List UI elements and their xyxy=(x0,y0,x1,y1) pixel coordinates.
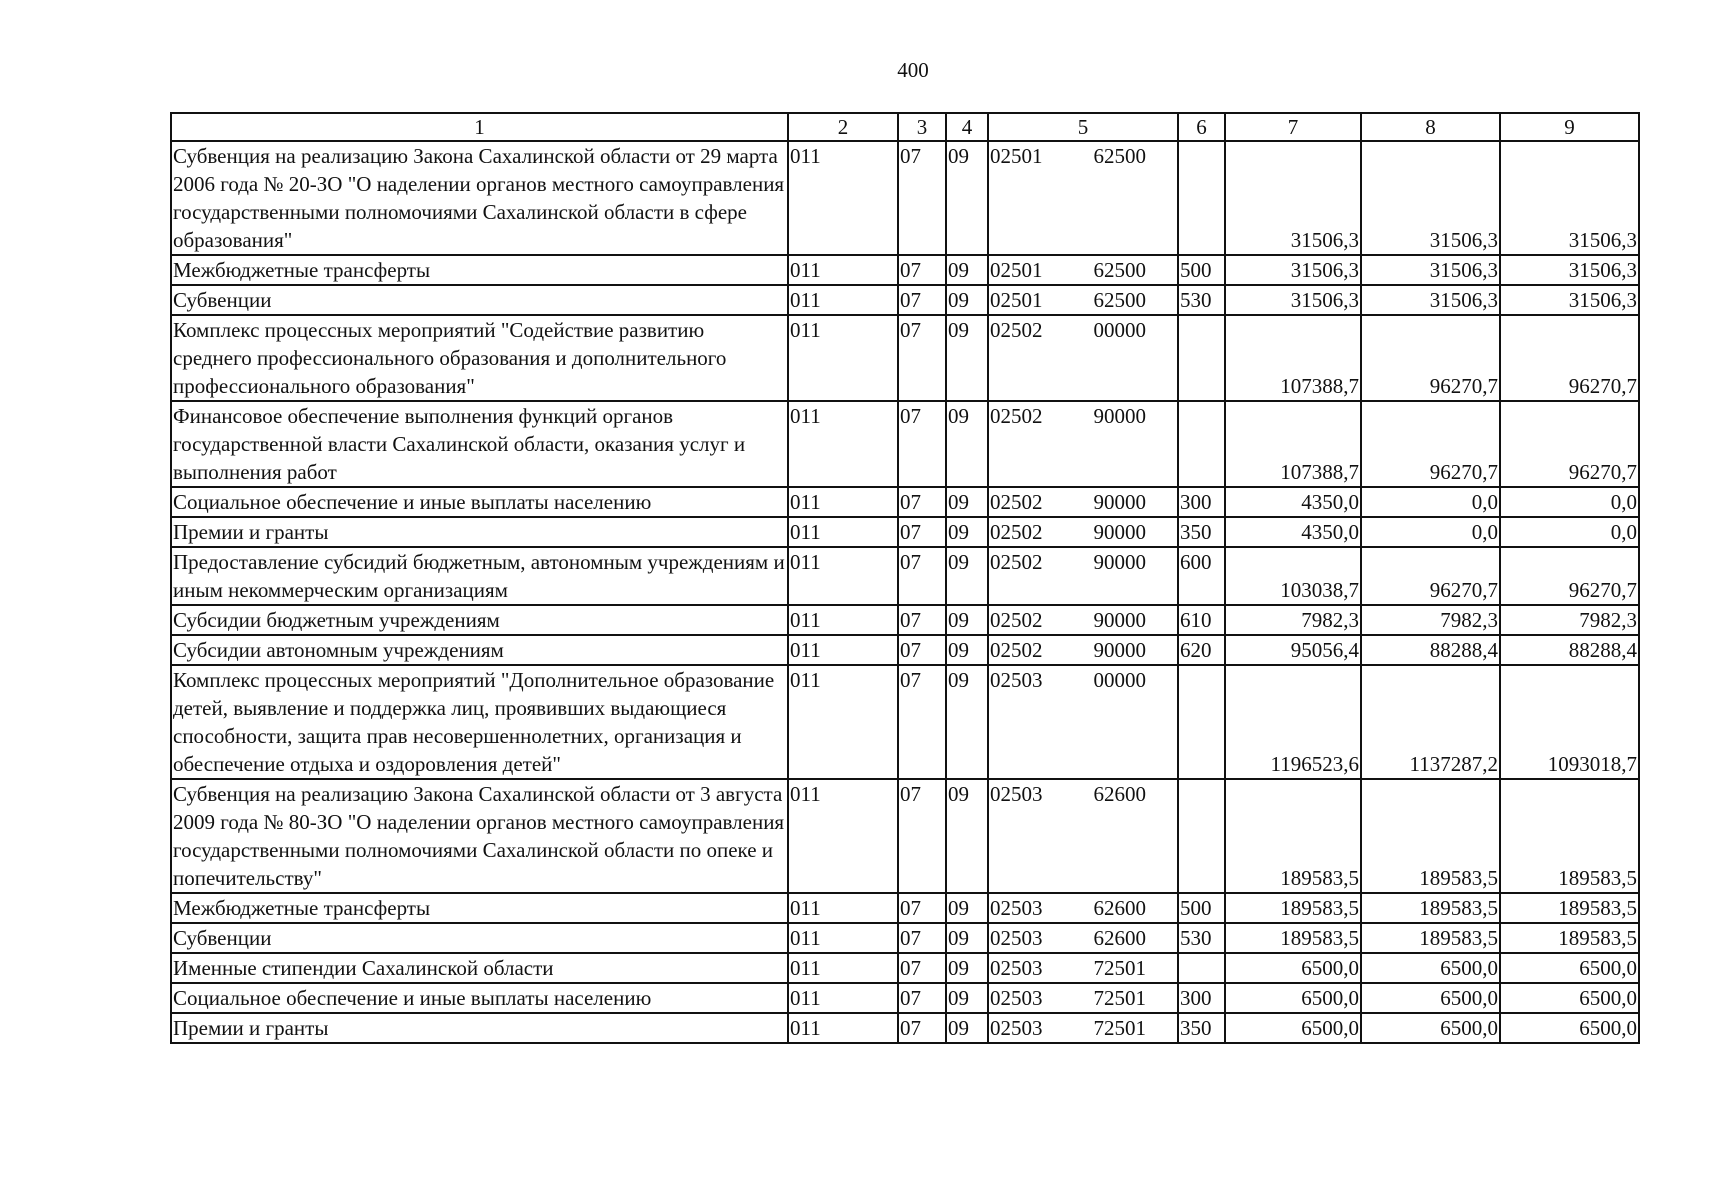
target-article-program: 02502 xyxy=(990,638,1043,662)
section-code: 07 xyxy=(898,255,946,285)
budget-table xyxy=(170,112,1640,1044)
amount-year-1: 107388,7 xyxy=(1225,401,1361,487)
row-name: Субвенции xyxy=(171,923,788,953)
expense-type-code: 500 xyxy=(1178,255,1225,285)
target-article-code xyxy=(988,605,1178,635)
target-article-direction: 90000 xyxy=(1093,608,1146,632)
target-article-program: 02503 xyxy=(990,926,1043,950)
target-article-code xyxy=(988,983,1178,1013)
table-row xyxy=(171,141,1639,255)
amount-year-1: 95056,4 xyxy=(1225,635,1361,665)
row-name: Межбюджетные трансферты xyxy=(171,255,788,285)
admin-code: 011 xyxy=(788,487,898,517)
subsection-code: 09 xyxy=(946,141,988,255)
subsection-code: 09 xyxy=(946,487,988,517)
subsection-code: 09 xyxy=(946,1013,988,1043)
admin-code: 011 xyxy=(788,983,898,1013)
amount-year-1: 4350,0 xyxy=(1225,487,1361,517)
target-article-code xyxy=(988,401,1178,487)
subsection-code: 09 xyxy=(946,255,988,285)
target-article-direction: 72501 xyxy=(1093,956,1146,980)
section-code: 07 xyxy=(898,1013,946,1043)
subsection-code: 09 xyxy=(946,635,988,665)
admin-code: 011 xyxy=(788,315,898,401)
target-article-code xyxy=(988,547,1178,605)
target-article-code xyxy=(988,953,1178,983)
expense-type-code xyxy=(1178,401,1225,487)
expense-type-code xyxy=(1178,779,1225,893)
section-code: 07 xyxy=(898,635,946,665)
amount-year-3: 7982,3 xyxy=(1500,605,1639,635)
admin-code: 011 xyxy=(788,779,898,893)
amount-year-3: 6500,0 xyxy=(1500,953,1639,983)
column-header: 4 xyxy=(946,113,988,141)
section-code: 07 xyxy=(898,141,946,255)
table-row xyxy=(171,487,1639,517)
page-number: 400 xyxy=(897,58,929,82)
amount-year-3: 1093018,7 xyxy=(1500,665,1639,779)
table-row xyxy=(171,893,1639,923)
target-article-program: 02502 xyxy=(990,608,1043,632)
amount-year-2: 189583,5 xyxy=(1361,923,1500,953)
row-name: Социальное обеспечение и иные выплаты населению xyxy=(171,487,788,517)
amount-year-2: 189583,5 xyxy=(1361,893,1500,923)
target-article-program: 02503 xyxy=(990,986,1043,1010)
target-article-direction: 72501 xyxy=(1093,986,1146,1010)
target-article-code xyxy=(988,635,1178,665)
subsection-code: 09 xyxy=(946,953,988,983)
column-header: 9 xyxy=(1500,113,1639,141)
section-code: 07 xyxy=(898,665,946,779)
target-article-program: 02502 xyxy=(990,520,1043,544)
subsection-code: 09 xyxy=(946,665,988,779)
amount-year-3: 96270,7 xyxy=(1500,547,1639,605)
row-name: Субсидии бюджетным учреждениям xyxy=(171,605,788,635)
target-article-code xyxy=(988,487,1178,517)
table-row xyxy=(171,401,1639,487)
target-article-program: 02502 xyxy=(990,550,1043,574)
column-header: 7 xyxy=(1225,113,1361,141)
amount-year-3: 96270,7 xyxy=(1500,401,1639,487)
target-article-code xyxy=(988,893,1178,923)
expense-type-code: 350 xyxy=(1178,517,1225,547)
column-header: 1 xyxy=(171,113,788,141)
amount-year-2: 1137287,2 xyxy=(1361,665,1500,779)
expense-type-code: 300 xyxy=(1178,983,1225,1013)
amount-year-2: 31506,3 xyxy=(1361,255,1500,285)
amount-year-1: 7982,3 xyxy=(1225,605,1361,635)
admin-code: 011 xyxy=(788,517,898,547)
row-name: Субвенция на реализацию Закона Сахалинской области от 29 марта 2006 года № 20-ЗО "О наделении органов местного самоуправления государственными полномочиями Сахалинской области в сфере образования" xyxy=(171,141,788,255)
amount-year-3: 96270,7 xyxy=(1500,315,1639,401)
amount-year-1: 1196523,6 xyxy=(1225,665,1361,779)
target-article-program: 02503 xyxy=(990,896,1043,920)
row-name: Финансовое обеспечение выполнения функций органов государственной власти Сахалинской области, оказания услуг и выполнения работ xyxy=(171,401,788,487)
target-article-direction: 62600 xyxy=(1093,896,1146,920)
subsection-code: 09 xyxy=(946,923,988,953)
amount-year-1: 6500,0 xyxy=(1225,1013,1361,1043)
admin-code: 011 xyxy=(788,635,898,665)
target-article-code xyxy=(988,923,1178,953)
amount-year-3: 189583,5 xyxy=(1500,923,1639,953)
column-header: 5 xyxy=(988,113,1178,141)
table-row xyxy=(171,517,1639,547)
target-article-code xyxy=(988,665,1178,779)
section-code: 07 xyxy=(898,517,946,547)
section-code: 07 xyxy=(898,893,946,923)
amount-year-3: 189583,5 xyxy=(1500,779,1639,893)
amount-year-2: 6500,0 xyxy=(1361,953,1500,983)
section-code: 07 xyxy=(898,923,946,953)
expense-type-code: 530 xyxy=(1178,923,1225,953)
target-article-direction: 62500 xyxy=(1093,258,1146,282)
target-article-program: 02502 xyxy=(990,404,1043,428)
subsection-code: 09 xyxy=(946,779,988,893)
row-name: Субсидии автономным учреждениям xyxy=(171,635,788,665)
target-article-program: 02503 xyxy=(990,668,1043,692)
target-article-direction: 62500 xyxy=(1093,144,1146,168)
expense-type-code: 620 xyxy=(1178,635,1225,665)
target-article-direction: 62500 xyxy=(1093,288,1146,312)
target-article-program: 02501 xyxy=(990,144,1043,168)
amount-year-2: 31506,3 xyxy=(1361,285,1500,315)
expense-type-code: 530 xyxy=(1178,285,1225,315)
target-article-program: 02503 xyxy=(990,956,1043,980)
section-code: 07 xyxy=(898,953,946,983)
subsection-code: 09 xyxy=(946,517,988,547)
amount-year-1: 189583,5 xyxy=(1225,893,1361,923)
section-code: 07 xyxy=(898,983,946,1013)
amount-year-3: 31506,3 xyxy=(1500,285,1639,315)
admin-code: 011 xyxy=(788,953,898,983)
expense-type-code xyxy=(1178,315,1225,401)
row-name: Социальное обеспечение и иные выплаты населению xyxy=(171,983,788,1013)
amount-year-1: 189583,5 xyxy=(1225,779,1361,893)
target-article-direction: 90000 xyxy=(1093,404,1146,428)
target-article-code xyxy=(988,1013,1178,1043)
row-name: Комплекс процессных мероприятий "Дополнительное образование детей, выявление и поддержка лиц, проявивших выдающиеся способности, защита прав несовершеннолетних, организация и обеспечение отдыха и оздоровления детей" xyxy=(171,665,788,779)
target-article-program: 02503 xyxy=(990,1016,1043,1040)
amount-year-3: 189583,5 xyxy=(1500,893,1639,923)
section-code: 07 xyxy=(898,285,946,315)
section-code: 07 xyxy=(898,547,946,605)
amount-year-1: 6500,0 xyxy=(1225,983,1361,1013)
column-header: 2 xyxy=(788,113,898,141)
subsection-code: 09 xyxy=(946,605,988,635)
expense-type-code xyxy=(1178,665,1225,779)
amount-year-2: 96270,7 xyxy=(1361,401,1500,487)
amount-year-2: 7982,3 xyxy=(1361,605,1500,635)
target-article-code xyxy=(988,285,1178,315)
subsection-code: 09 xyxy=(946,285,988,315)
target-article-direction: 90000 xyxy=(1093,638,1146,662)
column-header: 6 xyxy=(1178,113,1225,141)
table-row xyxy=(171,983,1639,1013)
expense-type-code: 500 xyxy=(1178,893,1225,923)
amount-year-2: 6500,0 xyxy=(1361,1013,1500,1043)
amount-year-1: 4350,0 xyxy=(1225,517,1361,547)
amount-year-3: 31506,3 xyxy=(1500,141,1639,255)
table-row xyxy=(171,605,1639,635)
table-row xyxy=(171,255,1639,285)
amount-year-3: 31506,3 xyxy=(1500,255,1639,285)
amount-year-2: 31506,3 xyxy=(1361,141,1500,255)
target-article-direction: 90000 xyxy=(1093,490,1146,514)
amount-year-1: 31506,3 xyxy=(1225,141,1361,255)
amount-year-1: 31506,3 xyxy=(1225,285,1361,315)
row-name: Премии и гранты xyxy=(171,517,788,547)
target-article-direction: 90000 xyxy=(1093,520,1146,544)
table-row xyxy=(171,285,1639,315)
subsection-code: 09 xyxy=(946,983,988,1013)
amount-year-1: 103038,7 xyxy=(1225,547,1361,605)
admin-code: 011 xyxy=(788,255,898,285)
target-article-direction: 72501 xyxy=(1093,1016,1146,1040)
target-article-code xyxy=(988,517,1178,547)
row-name: Субвенции xyxy=(171,285,788,315)
admin-code: 011 xyxy=(788,285,898,315)
target-article-direction: 00000 xyxy=(1093,318,1146,342)
amount-year-3: 0,0 xyxy=(1500,517,1639,547)
subsection-code: 09 xyxy=(946,547,988,605)
target-article-code xyxy=(988,315,1178,401)
table-row xyxy=(171,665,1639,779)
target-article-program: 02503 xyxy=(990,782,1043,806)
target-article-program: 02502 xyxy=(990,490,1043,514)
target-article-code xyxy=(988,141,1178,255)
target-article-program: 02501 xyxy=(990,258,1043,282)
amount-year-1: 6500,0 xyxy=(1225,953,1361,983)
subsection-code: 09 xyxy=(946,401,988,487)
expense-type-code xyxy=(1178,141,1225,255)
amount-year-3: 6500,0 xyxy=(1500,1013,1639,1043)
expense-type-code: 350 xyxy=(1178,1013,1225,1043)
target-article-direction: 00000 xyxy=(1093,668,1146,692)
admin-code: 011 xyxy=(788,605,898,635)
amount-year-1: 31506,3 xyxy=(1225,255,1361,285)
table-row xyxy=(171,635,1639,665)
expense-type-code xyxy=(1178,953,1225,983)
amount-year-2: 6500,0 xyxy=(1361,983,1500,1013)
row-name: Субвенция на реализацию Закона Сахалинской области от 3 августа 2009 года № 80-ЗО "О наделении органов местного самоуправления государственными полномочиями Сахалинской области по опеке и попечительству" xyxy=(171,779,788,893)
section-code: 07 xyxy=(898,779,946,893)
subsection-code: 09 xyxy=(946,315,988,401)
admin-code: 011 xyxy=(788,665,898,779)
amount-year-2: 189583,5 xyxy=(1361,779,1500,893)
target-article-direction: 62600 xyxy=(1093,926,1146,950)
admin-code: 011 xyxy=(788,1013,898,1043)
subsection-code: 09 xyxy=(946,893,988,923)
section-code: 07 xyxy=(898,315,946,401)
admin-code: 011 xyxy=(788,893,898,923)
row-name: Комплекс процессных мероприятий "Содействие развитию среднего профессионального образования и дополнительного профессионального образования" xyxy=(171,315,788,401)
row-name: Предоставление субсидий бюджетным, автономным учреждениям и иным некоммерческим организациям xyxy=(171,547,788,605)
row-name: Именные стипендии Сахалинской области xyxy=(171,953,788,983)
row-name: Межбюджетные трансферты xyxy=(171,893,788,923)
table-row xyxy=(171,315,1639,401)
admin-code: 011 xyxy=(788,547,898,605)
amount-year-2: 0,0 xyxy=(1361,487,1500,517)
target-article-code xyxy=(988,779,1178,893)
target-article-direction: 90000 xyxy=(1093,550,1146,574)
admin-code: 011 xyxy=(788,141,898,255)
amount-year-2: 88288,4 xyxy=(1361,635,1500,665)
amount-year-2: 96270,7 xyxy=(1361,547,1500,605)
column-header: 8 xyxy=(1361,113,1500,141)
section-code: 07 xyxy=(898,605,946,635)
amount-year-3: 88288,4 xyxy=(1500,635,1639,665)
target-article-direction: 62600 xyxy=(1093,782,1146,806)
target-article-code xyxy=(988,255,1178,285)
row-name: Премии и гранты xyxy=(171,1013,788,1043)
column-header: 3 xyxy=(898,113,946,141)
admin-code: 011 xyxy=(788,401,898,487)
amount-year-1: 107388,7 xyxy=(1225,315,1361,401)
amount-year-2: 0,0 xyxy=(1361,517,1500,547)
expense-type-code: 600 xyxy=(1178,547,1225,605)
table-row xyxy=(171,779,1639,893)
amount-year-2: 96270,7 xyxy=(1361,315,1500,401)
column-number-row xyxy=(171,113,1639,141)
table-row xyxy=(171,547,1639,605)
amount-year-3: 0,0 xyxy=(1500,487,1639,517)
expense-type-code: 300 xyxy=(1178,487,1225,517)
expense-type-code: 610 xyxy=(1178,605,1225,635)
target-article-program: 02501 xyxy=(990,288,1043,312)
table-row xyxy=(171,953,1639,983)
amount-year-3: 6500,0 xyxy=(1500,983,1639,1013)
target-article-program: 02502 xyxy=(990,318,1043,342)
table-row xyxy=(171,923,1639,953)
section-code: 07 xyxy=(898,487,946,517)
section-code: 07 xyxy=(898,401,946,487)
table-row xyxy=(171,1013,1639,1043)
admin-code: 011 xyxy=(788,923,898,953)
amount-year-1: 189583,5 xyxy=(1225,923,1361,953)
